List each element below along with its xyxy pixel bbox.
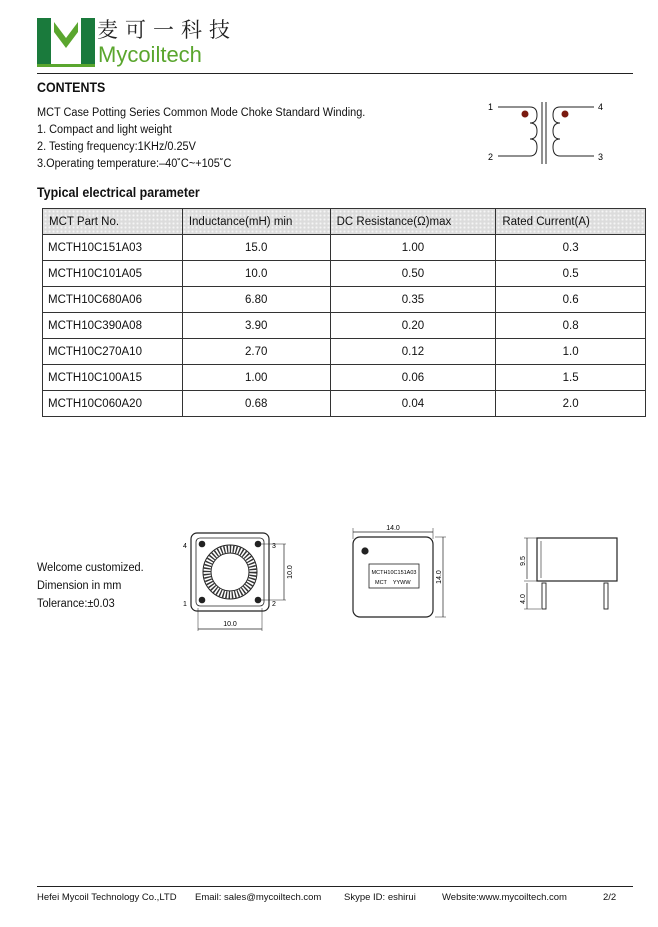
parameter-table: [42, 208, 646, 417]
inductance-value: 15.0: [182, 235, 330, 261]
top-view-drawing: [180, 528, 300, 634]
case-view-drawing: [345, 523, 455, 623]
header-inductance: Inductance(mH) min: [182, 209, 330, 235]
inductance-value: 2.70: [182, 339, 330, 365]
polarity-dot: [522, 111, 529, 118]
current-value: 0.6: [496, 287, 646, 313]
contents-line-4: 3.Operating temperature:–40˚C~+105˚C: [37, 158, 232, 170]
current-value: 1.0: [496, 339, 646, 365]
part-number: MCTH10C151A03: [43, 235, 183, 261]
table-row: [43, 391, 646, 417]
top-pin-2: 2: [272, 601, 276, 608]
company-logo-mark: [37, 18, 97, 68]
winding-schematic: [484, 98, 614, 170]
contents-line-1: MCT Case Potting Series Common Mode Choke Standard Winding.: [37, 107, 366, 119]
part-number: MCTH10C680A06: [43, 287, 183, 313]
resistance-value: 0.20: [330, 313, 496, 339]
schematic-pin-3: 3: [598, 152, 604, 162]
header-part-no: MCT Part No.: [43, 209, 183, 235]
contents-line-3: 2. Testing frequency:1KHz/0.25V: [37, 141, 196, 153]
part-number: MCTH10C390A08: [43, 313, 183, 339]
current-value: 1.5: [496, 365, 646, 391]
header-rated-current: Rated Current(A): [496, 209, 646, 235]
footer-website: Website:www.mycoiltech.com: [442, 892, 567, 903]
case-height-dimension: 14.0: [436, 570, 443, 584]
resistance-value: 0.06: [330, 365, 496, 391]
top-pin-1: 1: [183, 601, 187, 608]
side-pin-length-dimension: 4.0: [520, 594, 527, 604]
current-value: 0.5: [496, 261, 646, 287]
note-customized: Welcome customized.: [37, 562, 144, 574]
table-row: [43, 365, 646, 391]
contents-title: CONTENTS: [37, 80, 106, 95]
resistance-value: 0.12: [330, 339, 496, 365]
note-tolerance: Tolerance:±0.03: [37, 598, 115, 610]
footer-skype: Skype ID: eshirui: [344, 892, 416, 903]
schematic-pin-2: 2: [488, 152, 494, 162]
contents-line-2: 1. Compact and light weight: [37, 124, 172, 136]
table-header-row: [43, 209, 646, 235]
top-width-dimension: 10.0: [223, 621, 237, 628]
footer-email: Email: sales@mycoiltech.com: [195, 892, 322, 903]
table-row: [43, 339, 646, 365]
current-value: 2.0: [496, 391, 646, 417]
table-row: [43, 235, 646, 261]
part-number: MCTH10C100A15: [43, 365, 183, 391]
table-row: [43, 261, 646, 287]
parameters-title: Typical electrical parameter: [37, 185, 200, 200]
top-pin-3: 3: [272, 543, 276, 550]
case-marking-part-number: MCTH10C151A03: [371, 570, 417, 576]
footer-company: Hefei Mycoil Technology Co.,LTD: [37, 892, 177, 903]
note-dimension-unit: Dimension in mm: [37, 580, 122, 592]
logo-english-name: Mycoiltech: [98, 42, 202, 67]
inductance-value: 1.00: [182, 365, 330, 391]
side-view-drawing: [515, 533, 625, 615]
part-number: MCTH10C060A20: [43, 391, 183, 417]
resistance-value: 1.00: [330, 235, 496, 261]
inductance-value: 3.90: [182, 313, 330, 339]
top-height-dimension: 10.0: [287, 565, 294, 579]
case-marking-date-code: MCT YYWW: [375, 580, 411, 586]
inductance-value: 0.68: [182, 391, 330, 417]
inductance-value: 10.0: [182, 261, 330, 287]
schematic-pin-1: 1: [488, 102, 494, 112]
resistance-value: 0.04: [330, 391, 496, 417]
footer-divider: [37, 886, 633, 887]
part-number: MCTH10C101A05: [43, 261, 183, 287]
side-body-height-dimension: 9.5: [520, 556, 527, 566]
resistance-value: 0.35: [330, 287, 496, 313]
schematic-pin-4: 4: [598, 102, 604, 112]
header-divider: [37, 73, 633, 74]
table-row: [43, 287, 646, 313]
logo-chinese-name: 麦可一科技: [97, 18, 237, 42]
resistance-value: 0.50: [330, 261, 496, 287]
polarity-dot: [562, 111, 569, 118]
footer-page-number: 2/2: [603, 892, 617, 903]
case-width-dimension: 14.0: [386, 525, 400, 532]
table-row: [43, 313, 646, 339]
current-value: 0.8: [496, 313, 646, 339]
current-value: 0.3: [496, 235, 646, 261]
inductance-value: 6.80: [182, 287, 330, 313]
header-dc-resistance: DC Resistance(Ω)max: [330, 209, 496, 235]
top-pin-4: 4: [183, 543, 187, 550]
part-number: MCTH10C270A10: [43, 339, 183, 365]
